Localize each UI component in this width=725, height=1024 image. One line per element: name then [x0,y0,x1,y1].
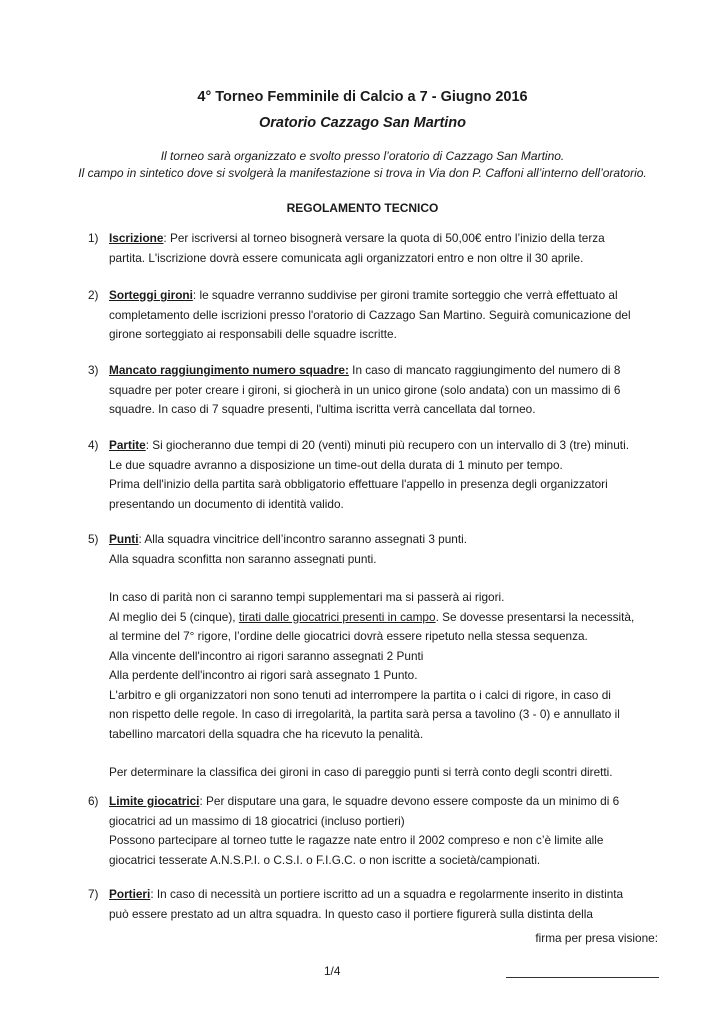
rule-text: Per determinare la classifica dei gironi in caso di pareggio punti si terrà conto degli scontri diretti. [109,765,613,779]
rule-text: Alla squadra sconfitta non saranno assegnati punti. [109,551,377,566]
rule-text: completamento delle iscrizioni presso l'oratorio di Cazzago San Martino. Seguirà comunicazione del [109,307,631,322]
rule-text: L'arbitro e gli organizzatori non sono tenuti ad interrompere la partita o i calci di rigore, in caso di [109,687,611,702]
rule-text: : In caso di necessità un portiere iscritto ad un a squadra e regolarmente inserito in distinta [150,887,624,901]
rule-text: presentando un documento di identità valido. [109,496,344,511]
rule-text: In caso di parità non ci saranno tempi supplementari ma si passerà ai rigori. [109,590,505,604]
rule-item-portieri [88,885,668,924]
rule-number: 3) [88,363,99,377]
signature-label: firma per presa visione: [535,931,658,945]
rule-text: Alla vincente dell'incontro ai rigori saranno assegnati 2 Punti [109,648,424,663]
rule-number: 4) [88,438,99,452]
signature-line [506,968,659,978]
rule-label: Portieri [109,887,151,901]
rule-text: tabellino marcatori della squadra che ha ricevuto la penalità. [109,726,424,741]
rule-item-partite [88,436,668,514]
rule-number: 6) [88,794,99,808]
rule-number: 7) [88,887,99,901]
rule-text: Possono partecipare al torneo tutte le ragazze nate entro il 2002 compreso e non c’è limite alle [109,833,604,847]
rule-item-sorteggi-gironi [88,286,668,345]
rule-text: squadre. In caso di 7 squadre presenti, l'ultima iscritta verrà cancellata dal torneo. [109,402,536,416]
rule-text: : le squadre verranno suddivise per gironi tramite sorteggio che verrà effettuato al [192,288,618,302]
rule-text: In caso di mancato raggiungimento del numero di 8 [348,363,621,377]
rule-text: Le due squadre avranno a disposizione un time-out della durata di 1 minuto per tempo. [109,457,563,472]
rule-item-punti [88,530,668,783]
rule-text: : Per iscriversi al torneo bisognerà versare la quota di 50,00€ entro l’inizio della terza [163,231,605,245]
rule-item-iscrizione [88,229,668,268]
rule-label: Partite [109,438,146,452]
rule-text: Alla perdente dell'incontro ai rigori sarà assegnato 1 Punto. [109,668,418,682]
rule-label: Sorteggi gironi [109,288,193,302]
rule-label: Limite giocatrici [109,794,200,808]
rule-text: : Si giocheranno due tempi di 20 (venti) minuti più recupero con un intervallo di 3 (tre) minuti. [145,438,629,452]
rule-text: . Se dovesse presentarsi la necessità, [435,609,635,624]
page-number: 1/4 [324,964,341,978]
rule-number: 2) [88,288,99,302]
rule-number: 1) [88,231,99,245]
rule-text: giocatrici ad un massimo di 18 giocatrici (incluso portieri) [109,813,405,828]
rule-text: squadre per poter creare i gironi, si giocherà in un unico girone (solo andata) con un massimo di 6 [109,382,621,397]
rule-text: al termine del 7° rigore, l’ordine delle giocatrici dovrà essere ripetuto nella stessa sequenza. [109,629,588,643]
rule-text: : Per disputare una gara, le squadre devono essere composte da un minimo di 6 [199,794,620,808]
rule-number: 5) [88,532,99,546]
rule-text: Prima dell'inizio della partita sarà obbligatorio effettuare l'appello in presenza degli organizzatori [109,477,608,491]
rule-item-mancato-raggiungimento [88,361,668,420]
rule-text: Al meglio dei 5 (cinque), [109,609,239,624]
section-heading: REGOLAMENTO TECNICO [286,201,439,215]
rule-label: Punti [109,532,139,546]
underlined-text: tirati dalle giocatrici presenti in campo [238,609,436,624]
intro-line: Il torneo sarà organizzato e svolto presso l’oratorio di Cazzago San Martino. [160,149,565,163]
rule-label: Mancato raggiungimento numero squadre: [109,363,349,377]
rule-text: girone sorteggiato ai responsabili delle squadre iscritte. [109,327,397,341]
rule-item-limite-giocatrici [88,792,668,870]
rule-text: non rispetto delle regole. In caso di irregolarità, la partita sarà persa a tavolino (3 - 0) e annullato il [109,707,620,721]
rule-text: : Alla squadra vincitrice dell’incontro saranno assegnati 3 punti. [138,532,468,546]
rule-label: Iscrizione [109,231,164,245]
intro-line: Il campo in sintetico dove si svolgerà la manifestazione si trova in Via don P. Caffoni all’interno dell’oratorio. [78,166,647,180]
rule-text: giocatrici tesserate A.N.S.P.I. o C.S.I. o F.I.G.C. o non iscritte a società/campionati. [109,852,541,867]
document-subtitle: Oratorio Cazzago San Martino [258,115,467,131]
rule-text: partita. L'iscrizione dovrà essere comunicata agli organizzatori entro e non oltre il 30 aprile. [109,250,584,265]
rule-text: può essere prestato ad un altra squadra. In questo caso il portiere figurerà sulla distinta della [109,906,593,921]
document-title: 4° Torneo Femminile di Calcio a 7 - Giugno 2016 [197,89,528,105]
intro-paragraph [0,148,725,182]
